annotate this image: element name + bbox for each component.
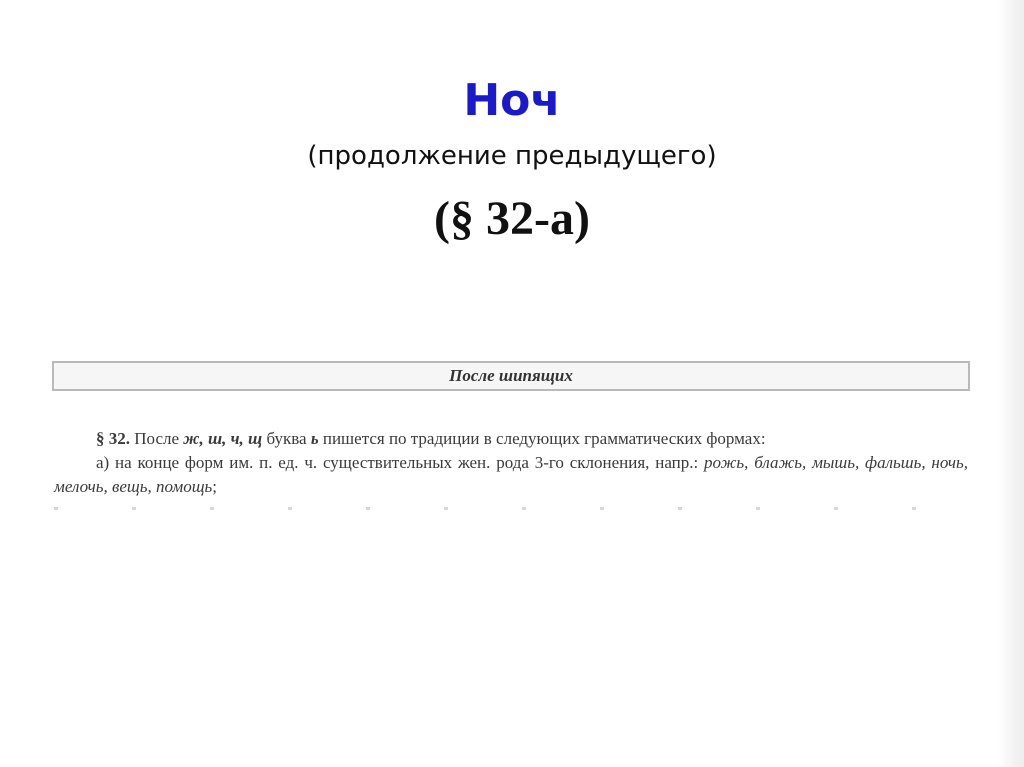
rule-text-after: После xyxy=(134,429,180,448)
rule-text xyxy=(54,427,968,499)
point-a-end: ; xyxy=(212,477,217,496)
slide-subtitle: (продолжение предыдущего) xyxy=(307,141,717,171)
point-a-paragraph xyxy=(54,451,968,499)
slide-title: Ноч xyxy=(463,75,561,126)
cropped-next-line xyxy=(54,507,966,510)
point-a-examples: рожь, блажь, мышь, фальшь, ночь, мелочь, вещь, помощь xyxy=(54,453,968,496)
rule-text-mid: буква xyxy=(266,429,307,448)
excerpt-header: После шипящих xyxy=(52,361,970,391)
rule-paragraph xyxy=(54,427,968,451)
rule-text-end: пишется по традиции в следующих грамматических формах: xyxy=(322,429,766,448)
rule-soft-sign: ь xyxy=(310,429,319,448)
rule-number: § 32. xyxy=(96,429,130,448)
point-a-text: а) на конце форм им. п. ед. ч. существительных жен. рода 3-го склонения, напр.: xyxy=(96,453,699,472)
scanned-rule-excerpt xyxy=(52,357,972,517)
rule-letters: ж, ш, ч, щ xyxy=(183,429,263,448)
section-reference: (§ 32-а) xyxy=(434,192,590,245)
